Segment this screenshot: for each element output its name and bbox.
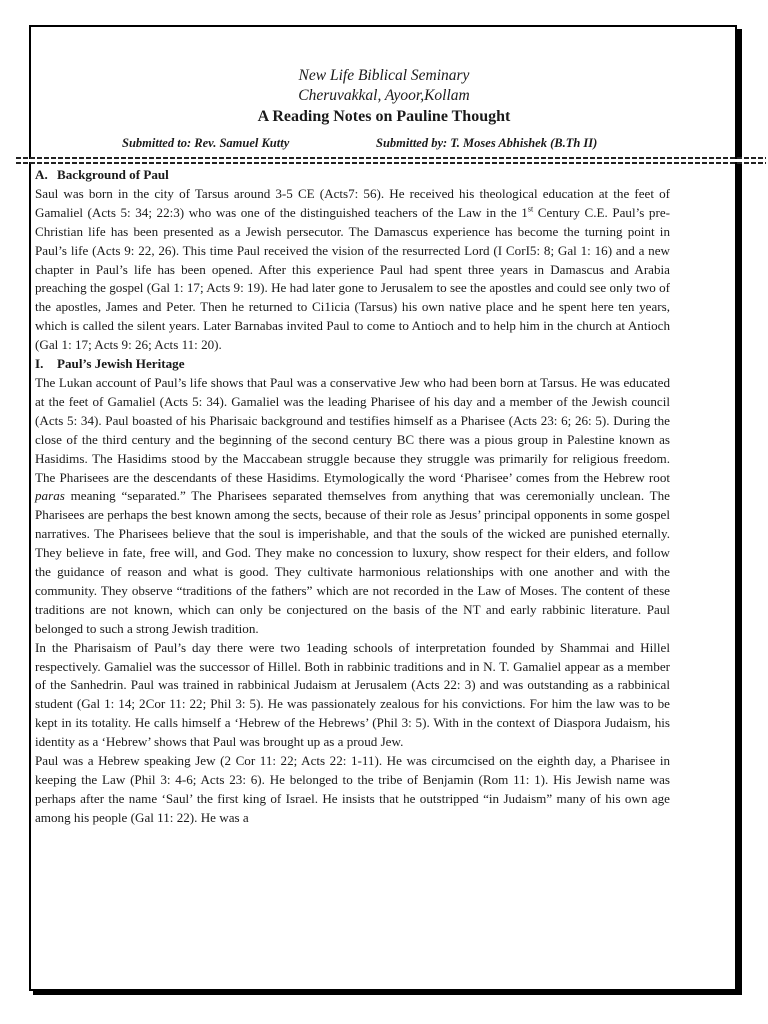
paragraph-text: Paul was a Hebrew speaking Jew (2 Cor 11: 22; Acts 22: 1-11). He was circumcised on the eighth day, a Pharisee in keeping the Law (Phil 3: 4-6; Acts 23: 6). He belonged to the tribe of Benjamin (Rom 11: 1). His Jewish name was perhaps after the name ‘Saul’ the first king of Israel. He insists that he outstripped “in Judaism” many of his own age among his people (Gal 11: 22). He was a bbox=[35, 753, 670, 825]
paragraph-text: Century C.E. Paul’s pre-Christian life has been presented as a Jewish persecutor. The Damascus experience has become the turning point in Paul’s life (Acts 9: 22, 26). This time Paul received the vision of the resurrected Lord (I CorI5: 8; Gal 1: 16) and a new chapter in Paul’s life has been opened. After this experience Paul had spent three years in Damascus and Arabia preaching the gospel (Gal 1: 17; Acts 9: 19). He had later gone to Jerusalem to see the apostles and could see only two of the apostles, James and Peter. Then he returned to Ci1icia (Tarsus) his own native place and he spent here ten years, which is called the silent years. Later Barnabas invited Paul to come to Antioch and to help him in the church at Antioch (Gal 1: 17; Acts 9: 26; Acts 11: 20). bbox=[35, 204, 670, 353]
double-rule-divider bbox=[16, 157, 766, 164]
paragraph bbox=[35, 752, 670, 828]
document-header bbox=[0, 66, 768, 127]
superscript: st bbox=[527, 204, 534, 214]
paragraph bbox=[35, 639, 670, 752]
submitted-to: Submitted to: Rev. Samuel Kutty bbox=[122, 136, 290, 150]
section-number: I. bbox=[35, 356, 44, 372]
section-title: Background of Paul bbox=[57, 167, 169, 182]
submitted-by: Submitted by: T. Moses Abhishek (B.Th II) bbox=[376, 136, 598, 150]
paragraph-text: In the Pharisaism of Paul’s day there were two 1eading schools of interpretation founded by Shammai and Hillel respectively. Gamaliel was the successor of Hillel. Both in rabbinic traditions and in N. T. Gamaliel appear as a member of the Sanhedrin. Paul was trained in rabbinical Judaism at Jerusalem (Acts 22: 3) and was outstanding as a rabbinical student (Gal 1: 14; 2Cor 11: 22; Phil 3: 5). He was passionately zealous for his convictions. For him the law was to be kept in its totality. He calls himself a ‘Hebrew of the Hebrews’ (Phil 3: 5). With in the context of Diaspora Judaism, his identity as a ‘Hebrew’ shows that Paul was brought up as a proud Jew. bbox=[35, 639, 670, 750]
section-heading-jewish-heritage bbox=[35, 355, 670, 374]
paragraph bbox=[35, 185, 670, 355]
submission-row bbox=[0, 136, 768, 154]
paragraph-text: Saul was born in the city of Tarsus around 3-5 CE (Acts7: 56). He received his theological education at the feet of Gamaliel (Acts 5: 34; 22:3) who was one of the distinguished teachers of the Law in the 1 bbox=[35, 185, 670, 220]
document-title: A Reading Notes on Pauline Thought bbox=[257, 108, 511, 125]
institution-name: New Life Biblical Seminary bbox=[298, 67, 470, 84]
paragraph-text: The Lukan account of Paul’s life shows that Paul was a conservative Jew who had been born at Tarsus. He was educated at the feet of Gamaliel (Acts 5: 34). Gamaliel was the leading Pharisee of his day and a member of the Jewish council (Acts 5: 34). Paul boasted of his Pharisaic background and testifies himself as a Pharisee (Acts 23: 6; 26: 5). During the close of the third century and the beginning of the second century BC there was a pious group in Palestine known as Hasidims. The Hasidims stood by the Maccabean struggle because they struggle was primarily for religious freedom. The Pharisees are the descendants of these Hasidims. Etymologically the word ‘Pharisee’ comes from the Hebrew root bbox=[35, 374, 670, 485]
section-number: A. bbox=[35, 167, 48, 182]
institution-address: Cheruvakkal, Ayoor,Kollam bbox=[298, 87, 470, 104]
paragraph bbox=[35, 374, 670, 639]
paragraph-text: meaning “separated.” The Pharisees separated themselves from anything that was ceremonially unclean. The Pharisees are perhaps the best known among the sects, because of their role as Jesus’ principal opponents in some gospel narratives. The Pharisees believe that the soul is imperishable, and that the souls of the wicked are punished eternally. They believe in fate, free will, and God. They make no concession to luxury, show respect for their elders, and follow the guidance of reason and what is good. They cultivate harmonious relationships with one another and with the community. They observe “traditions of the fathers” which are not recorded in the Law of Moses. The content of these traditions are not known, which can only be conjectured on the basis of the NT and early rabbinic literature. Paul belonged to such a strong Jewish tradition. bbox=[35, 488, 670, 636]
section-heading-background bbox=[35, 166, 670, 185]
hebrew-root-term: paras bbox=[35, 488, 65, 504]
section-title: Paul’s Jewish Heritage bbox=[57, 356, 185, 372]
document-body bbox=[35, 166, 670, 828]
